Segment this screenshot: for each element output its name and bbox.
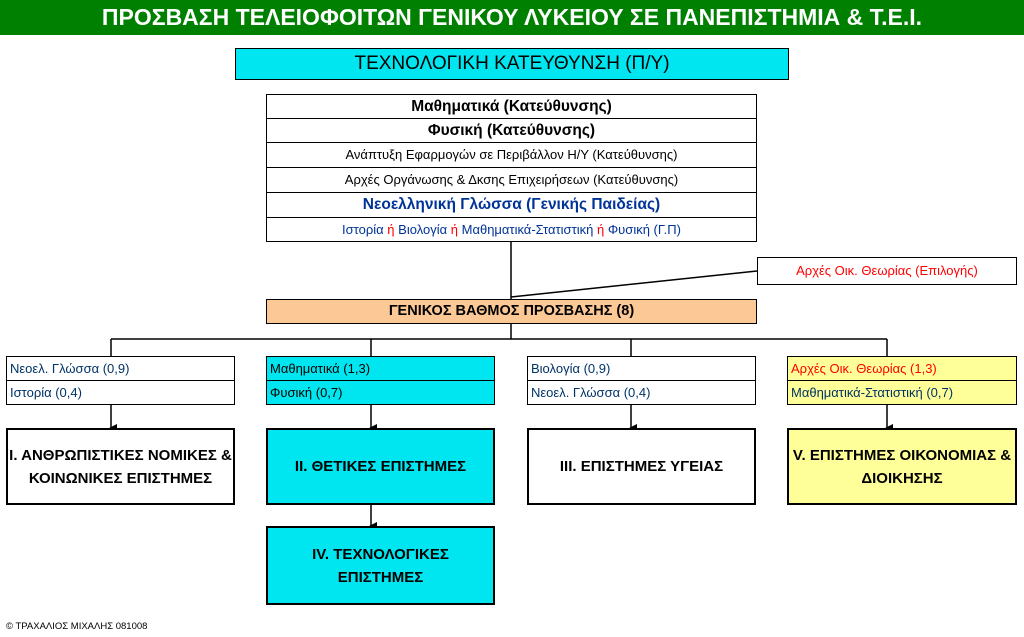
field-technology: IV. ΤΕΧΝΟΛΟΓΙΚΕΣ ΕΠΙΣΤΗΜΕΣ [266,526,495,605]
choice-or-1: ή [387,222,395,237]
weights-box-2 [266,356,495,405]
subject-greek: Νεοελληνική Γλώσσα (Γενικής Παιδείας) [267,193,756,218]
field-sciences: ΙΙ. ΘΕΤΙΚΕΣ ΕΠΙΣΤΗΜΕΣ [266,428,495,505]
weights-box-4 [787,356,1017,405]
subject-physics: Φυσική (Κατεύθυνσης) [267,119,756,143]
subject-apps: Ανάπτυξη Εφαρμογών σε Περιβάλλον Η/Υ (Κατεύθυνσης) [267,143,756,168]
choice-biology: Βιολογία [398,222,448,237]
weight-top-2: Μαθηματικά (1,3) [267,357,494,381]
weight-bottom-4: Μαθηματικά-Στατιστική (0,7) [791,385,954,400]
weight-bottom-2: Φυσική (0,7) [270,385,343,400]
weights-box-1 [6,356,235,405]
weight-top-4: Αρχές Οικ. Θεωρίας (1,3) [788,357,1016,381]
elective-connector-line [511,271,757,297]
choice-physics: Φυσική (Γ.Π) [607,222,681,237]
choice-or-3: ή [596,222,605,237]
weight-top-1: Νεοελ. Γλώσσα (0,9) [7,357,234,381]
general-grade-box: ΓΕΝΙΚΟΣ ΒΑΘΜΟΣ ΠΡΟΣΒΑΣΗΣ (8) [266,299,757,324]
field-economics: V. ΕΠΙΣΤΗΜΕΣ ΟΙΚΟΝΟΜΙΑΣ & ΔΙΟΙΚΗΣΗΣ [787,428,1017,505]
subject-business: Αρχές Οργάνωσης & Δκσης Επιχειρήσεων (Κατεύθυνσης) [267,168,756,193]
choice-or-2: ή [450,222,458,237]
subject-math: Μαθηματικά (Κατεύθυνσης) [267,95,756,119]
weight-bottom-3: Νεοελ. Γλώσσα (0,4) [531,385,651,400]
weights-box-3 [527,356,756,405]
branch-title: ΤΕΧΝΟΛΟΓΙΚΗ ΚΑΤΕΥΘΥΝΣΗ (Π/Υ) [235,48,789,80]
subject-choice [267,218,756,243]
field-health: ΙΙΙ. ΕΠΙΣΤΗΜΕΣ ΥΓΕΙΑΣ [527,428,756,505]
weight-top-3: Βιολογία (0,9) [528,357,755,381]
choice-history: Ιστορία [342,222,384,237]
subjects-box [266,94,757,242]
field-humanities: Ι. ΑΝΘΡΩΠΙΣΤΙΚΕΣ ΝΟΜΙΚΕΣ & ΚΟΙΝΩΝΙΚΕΣ ΕΠΙΣΤΗΜΕΣ [6,428,235,505]
weight-bottom-1: Ιστορία (0,4) [10,385,82,400]
elective-box: Αρχές Οικ. Θεωρίας (Επιλογής) [757,257,1017,285]
choice-math-stat: Μαθηματικά-Στατιστική [461,222,594,237]
page-title: ΠΡΟΣΒΑΣΗ ΤΕΛΕΙΟΦΟΙΤΩΝ ΓΕΝΙΚΟΥ ΛΥΚΕΙΟΥ ΣΕ ΠΑΝΕΠΙΣΤΗΜΙΑ & Τ.Ε.Ι. [0,0,1024,35]
copyright-credit: © ΤΡΑΧΑΛΙΟΣ ΜΙΧΑΛΗΣ 081008 [6,621,148,632]
